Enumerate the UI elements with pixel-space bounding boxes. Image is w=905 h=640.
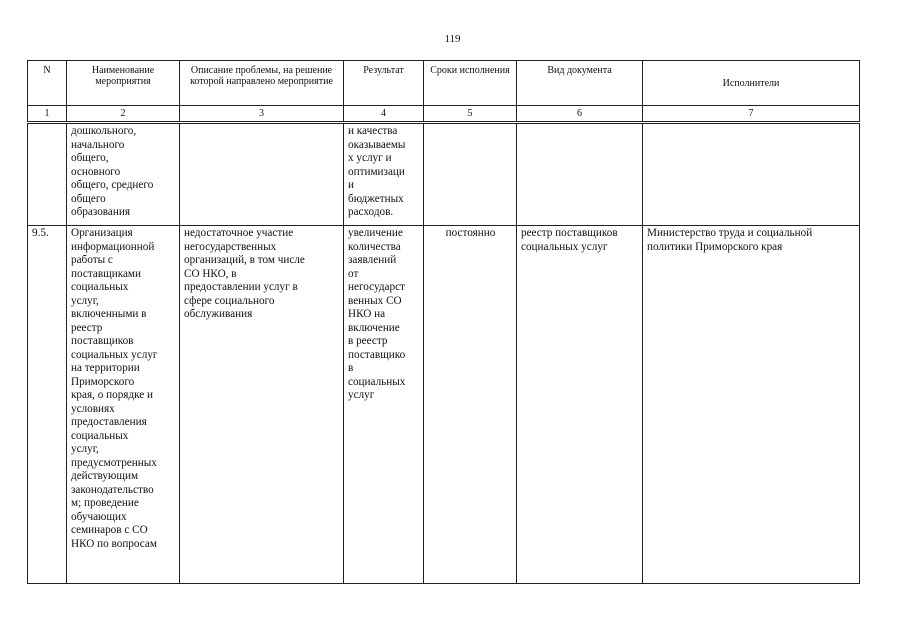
header-doc-type: Вид документа bbox=[517, 61, 643, 106]
page-number: 119 bbox=[444, 33, 461, 45]
cell-doc-type: реестр поставщиков социальных услуг bbox=[517, 226, 643, 584]
cell-name: Организация информационной работы с поставщиками социальных услуг, включенными в реестр поставщиков социальных услуг на территории Приморского края, о порядке и условиях предоставления социальных услуг, предусмотренных действующим законодательство м; проведение обучающих семинаров с СО НКО по вопросам bbox=[67, 226, 180, 584]
measures-table bbox=[27, 60, 860, 584]
column-number: 2 bbox=[67, 106, 180, 123]
column-number-row bbox=[28, 106, 860, 123]
cell-executors: Министерство труда и социальной политики Приморского края bbox=[643, 226, 860, 584]
column-number: 3 bbox=[180, 106, 344, 123]
cell-problem: недостаточное участие негосударственных организаций, в том числе СО НКО, в предоставлении услуг в сфере социального обслуживания bbox=[180, 226, 344, 584]
cell-n: 9.5. bbox=[28, 226, 67, 584]
table-header-row bbox=[28, 61, 860, 106]
column-number: 4 bbox=[344, 106, 424, 123]
header-term: Сроки исполнения bbox=[424, 61, 517, 106]
header-executors: Исполнители bbox=[643, 61, 860, 106]
cell-result: увеличение количества заявлений от негосударст венных СО НКО на включение в реестр поставщико в социальных услуг bbox=[344, 226, 424, 584]
cell-n bbox=[28, 123, 67, 226]
cell-result: и качества оказываемы х услуг и оптимизаци и бюджетных расходов. bbox=[344, 123, 424, 226]
column-number: 7 bbox=[643, 106, 860, 123]
cell-term bbox=[424, 123, 517, 226]
cell-executors bbox=[643, 123, 860, 226]
column-number: 6 bbox=[517, 106, 643, 123]
column-number: 1 bbox=[28, 106, 67, 123]
cell-term: постоянно bbox=[424, 226, 517, 584]
header-result: Результат bbox=[344, 61, 424, 106]
cell-problem bbox=[180, 123, 344, 226]
column-number: 5 bbox=[424, 106, 517, 123]
header-problem: Описание проблемы, на решение которой направлено мероприятие bbox=[180, 61, 344, 106]
table-row bbox=[28, 226, 860, 584]
header-n: N bbox=[28, 61, 67, 106]
cell-doc-type bbox=[517, 123, 643, 226]
table-row bbox=[28, 123, 860, 226]
header-name: Наименование мероприятия bbox=[67, 61, 180, 106]
cell-name: дошкольного, начального общего, основного общего, среднего общего образования bbox=[67, 123, 180, 226]
